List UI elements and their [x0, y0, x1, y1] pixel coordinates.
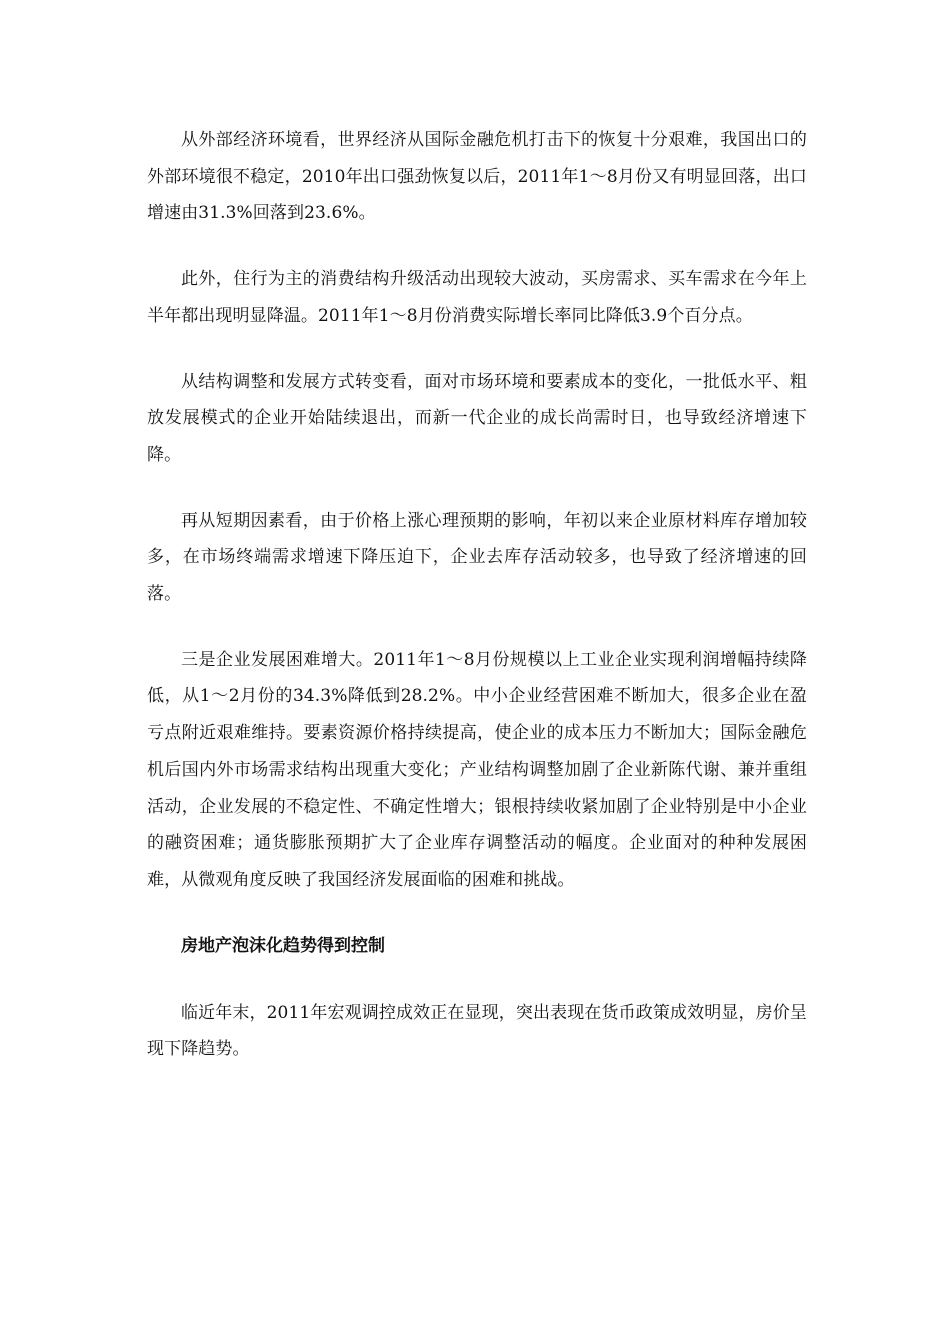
document-body — [147, 122, 807, 1097]
paragraph-year-end-regulation: 临近年末，2011年宏观调控成效正在显现，突出表现在货币政策成效明显，房价呈现下降趋势。 — [147, 1002, 807, 1060]
paragraph-structural-adjustment: 从结构调整和发展方式转变看，面对市场环境和要素成本的变化，一批低水平、粗放发展模式的企业开始陆续退出，而新一代企业的成长尚需时日，也导致经济增速下降。 — [147, 371, 807, 465]
paragraph-enterprise-difficulties: 三是企业发展困难增大。2011年1～8月份规模以上工业企业实现利润增幅持续降低，从1～2月份的34.3%降低到28.2%。中小企业经营困难不断加大，很多企业在盈亏点附近艰难维持。要素资源价格持续提高，使企业的成本压力不断加大；国际金融危机后国内外市场需求结构出现重大变化；产业结构调整加剧了企业新陈代谢、兼并重组活动，企业发展的不稳定性、不确定性增大；银根持续收紧加剧了企业特别是中小企业的融资困难；通货膨胀预期扩大了企业库存调整活动的幅度。企业面对的种种发展困难，从微观角度反映了我国经济发展面临的困难和挑战。 — [147, 649, 807, 890]
paragraph-consumption-structure: 此外，住行为主的消费结构升级活动出现较大波动，买房需求、买车需求在今年上半年都出现明显降温。2011年1～8月份消费实际增长率同比降低3.9个百分点。 — [147, 269, 807, 326]
section-heading: 房地产泡沫化趋势得到控制 — [181, 935, 385, 956]
paragraph-short-term-factors: 再从短期因素看，由于价格上涨心理预期的影响，年初以来企业原材料库存增加较多，在市场终端需求增速下降压迫下，企业去库存活动较多，也导致了经济增速的回落。 — [147, 510, 807, 605]
paragraph-external-environment: 从外部经济环境看，世界经济从国际金融危机打击下的恢复十分艰难，我国出口的外部环境很不稳定，2010年出口强劲恢复以后，2011年1～8月份又有明显回落，出口增速由31.3%回落到23.6%。 — [147, 130, 807, 224]
